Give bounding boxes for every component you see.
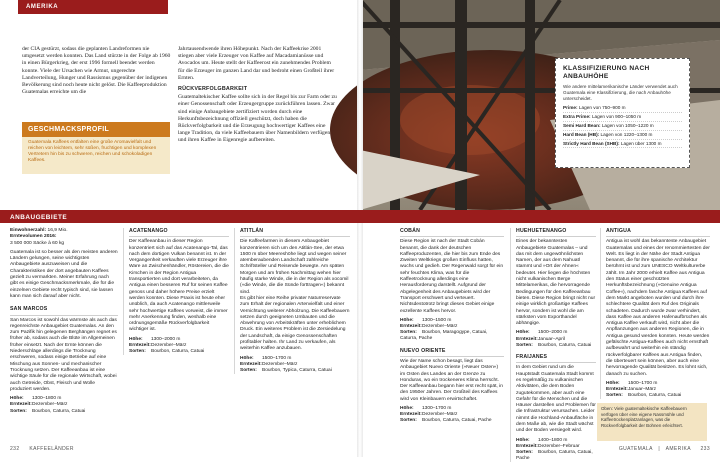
region-meta: Höhe: 1300–1700 m Erntezeit:Dezember–März Sorten: Bourbon, Caturra, Catuai, Pache [400,406,492,424]
subheading-traceability: RÜCKVERFOLGBARKEIT [178,86,248,93]
region-title: ANTIGUA [606,228,710,237]
classification-list [563,104,682,148]
paragraph: der CIA gestürzt, sodass die geplanten Landreformen nie umgesetzt werden konnten. Das Land stürzte in der Folge ab 1960 in einen Bürgerkrieg, der erst 1996 formell beendet werden konnte. Viele der Ursachen wie Armut, ungerechte Landverteilung, Hunger und Rassismus gegenüber der indigenen Bevölkerung sind noch heute nicht gelöst. Die Kaffeeproduktion Guatemalas erreichte um die [22,46,171,96]
section-bar-right [360,210,720,223]
paragraph: Jahrtausendwende ihren Höhepunkt. Nach der Kaffeekrise 2001 stiegen aber viele Erzeuger von Kaffee auf Macadamianüsse und Avocados um. Heute stellt der Kaffeerost ein zunehmendes Problem für die Erzeuger im ganzen Land dar und bedroht einen Großteil ihrer Ernten. [178,46,335,81]
region-title: FRAIJANES [516,354,596,363]
left-text-column-2 [178,46,338,145]
taste-profile-title: GESCHMACKSPROFIL [22,122,170,137]
region-meta: Höhe: 1300–1500 m Erntezeit:Dezember–März Sorten: Bourbon, Maragogype, Catuai, Caturra, Pache [400,317,488,342]
region-text: Der Kaffeeanbau in dieser Region konzentriert sich auf das Acatenango-Tal, das nach dem dortigen Vulkan benannt ist. In der Vergangenheit verkauften viele Erzeuger ihre Ware an Zwischenhändler, Röstereien, die die Kirschen in der Region Antigua transportierten und dort verarbeiteten, da Antigua einen besseren Ruf für seinen Kaffee genoss und daher höhere Preise erzielt werden konnten. Diese Praxis ist heute eher unüblich, da auch Acatenango mittlerweile sehr hochwertige Kaffees vorweist, die immer mehr Anerkennung finden, weshalb eine ordnungsgemäße Rückverfolgbarkeit wichtiger ist. [129,239,229,333]
region-column-antigua [600,228,710,399]
region-column-coban [400,228,504,425]
region-text: Wie der Name schon besagt, liegt das Anbaugebiet Nuevo Oriente (»Neuer Osten«) im Osten des Landes an der Grenze zu Honduras, wo ein trockeneres Klima herrscht. Der Kaffeeanbau begann hier erst recht spät, in den 1950er Jahren. Der Großteil des Kaffees wird von Kleinbauern erwirtschaftet. [400,358,503,402]
paragraph: Guatemaltekischer Kaffee sollte sich in der Regel bis zur Farm oder zu einer Genossenschaft oder Erzeugergruppe zurückführen lassen. Zwar sind einige Anbaugebiete zertifiziert worden durch eine Herkunftsbezeichnung offiziell geschützt, doch haben die Rückverfolgbarkeit und die Erzeugung hochwertiger Kaffees eine lange Tradition, da viele Kaffeebauern über Namenbildern verfügen und ihren Kaffee in Eigenregie aufbereiten. [178,94,337,144]
intro-text: Guatemala ist so besser als den meisten anderen Ländern gelungen, seine wichtigsten Anbaugebiete auszuweisen und die Charakteristiken der dort angebauten Kaffees gezielt zu vermarkten. Meiner Erfahrung nach gibt es einige Geschmacksmerkmale, die für die einzelnen Gebiete recht typisch sind, sie lassen kann man sich darauf aber nicht. [10,249,118,299]
classification-row: Semi Hard Bean: Lagen von 1050–1220 m [563,122,682,131]
region-text: San Marcos ist sowohl das wärmste als auch das regenreichste Anbaugebiet Guatemalas. An den zum Pazifik hin gelegenen Berghängen regnet es früher ab, sodass auch die Blüte im Allgemeinen früher einsetzt. Nach der Ernte können die Niederschläge allerdings die Trocknung erschweren, sodass einige Betriebe auf eine Mischung aus Sonnen- und mechanischer Trocknung setzen. Der Kaffeeanbau ist eine wichtige Säule für die regionale Wirtschaft, wobei auch Getreide, Obst, Fleisch und Wolle produziert werden. [10,317,117,392]
region-text: Eines der bekanntesten Anbaugebiete Guatemalas – und das mit dem ungewöhnlichsten Namen, der aus dem Nahuatl stammt und »Ort der Ahnen« bedeutet. Hier liegen die höchsten nicht vulkanischen Berge Mittelamerikas, die hervorragende Bedingungen für den Kaffeeanbau bieten. Diese Region bringt nicht nur einige wirklich großartige Kaffees hervor, sondern ist wohl die am stärksten vom Exporthandel abhängige. [516,239,596,327]
footer-left-label: KAFFEELÄNDER [29,446,74,452]
taste-profile-text: Guatemala Kaffees entfalten eine große Aromavielfalt und reichen von leichtem, sehr süßen, fruchtigen und komplexen Vertretern hin bis zu schweren, reichen und schokoladigen Kaffees. [28,140,157,163]
region-text: Diese Region ist nach der Stadt Cobán benannt, die dank der deutschen Kaffeeproduzenten, die hier bis zum Ende des Zweiten Weltkriegs großen Einfluss hatten, wuchs und gedieh. Der Regenwald sorgt für ein sehr feuchtes Klima, was für die Kaffeetrocknung allerdings eine Herausforderung darstellt. Aufgrund der Abgelegenheit des Anbaugebiets wird der Transport erschwert und verteuert. Nichtsdestotrotz bringt dieses Gebiet einige exzellente Kaffees hervor. [400,239,504,314]
stat-population: Einwohnerzahl: 16,9 Mio. [10,228,68,233]
stat-harvest: Erntevolumen 2016: 3 500 000 Säcke à 60 kg [10,234,65,246]
footer-right: GUATEMALA | AMERIKA 233 [618,446,710,452]
region-column-intro [10,228,118,415]
region-column-atitlan [234,228,350,374]
taste-profile-box [22,122,170,174]
photo-caption-note: Oben: Viele guatemaltekische Kaffeebauern verfügen über eine eigene Nassmühle und Kaffeetrockenplatzanlagen, was die Rückverfolgbarkeit der Bohnen erleichtert. [597,403,707,441]
region-meta: Höhe: 1400–1800 m Erntezeit:Dezember–Februar Sorten: Bourbon, Caturra, Catuai, Pache [516,437,593,462]
footer-right-sub: AMERIKA [665,446,691,452]
region-meta: Höhe: 1300–2000 m Erntezeit:Dezember–März Sorten: Bourbon, Caturra, Catuai [129,336,205,355]
region-meta: Höhe: 1500–2000 m Erntezeit:Januar–April Sorten: Bourbon, Caturra, Catuai [516,330,592,348]
classification-row: Hard Bean (HB): Lagen von 1220–1300 m [563,131,682,140]
region-title: ACATENANGO [129,228,229,237]
footer-right-label: GUATEMALA [618,446,653,452]
classification-box [555,58,690,168]
classification-title: KLASSIFIZIERUNG NACH ANBAUHÖHE [563,65,650,80]
footer-left [10,446,74,452]
region-title: HUEHUETENANGO [516,228,596,237]
region-text: Die Kaffeefarmen in diesem Anbaugebiet konzentrieren sich um den Atitlán-See, der etwa 1500 m über Meereshöhe liegt und wegen seiner atemberaubenden Landschaft zahlreiche Schriftsteller und Reisende bewegte. Am späten Morgen und am frühen Nachmittag wehen hier häufig starke Winde, die in der Region als xocomil (»die Winde, die die Sünde forttragen«) bekannt sind. Es gibt hier eine Reihe privater Naturreservate zum Erhalt der regionalen Artenvielfalt und einer Vernichtung weiterer Abholzung. Die Kaffeebauern setzen durch geeigneten Umbauten und die Abwehrung von Arbeitskräften unter erheblichem Druck. Ein weiteres Problem ist die Zersiedelung der Landschaft, da einige Genossenschaften profitabler halten. Ihr Land zu verkaufen, als weiterhin Kaffee anzubauen. [240,239,350,352]
region-title: SAN MARCOS [10,306,118,315]
section-title: ANBAUGEBIETE [10,214,68,221]
region-title: ATITLÁN [240,228,350,237]
left-text-column-1 [22,46,172,96]
region-title: NUEVO ORIENTE [400,348,504,357]
region-column-huehuetenango [510,228,596,462]
region-meta: Höhe: 1500–1700 m Erntezeit:Dezember–März Sorten: Bourbon, Typica, Caturra, Catuai [240,355,332,374]
region-tag: AMERIKA [18,0,168,14]
region-text: Antigua ist wohl das bekannteste Anbaugebiet Guatemalas und eines der renommiertesten der Welt. Es liegt in der Nähe der Stadt Antigua benannt, die für ihre spanische Architektur berühmt ist und zum UNESCO Weltkulturerbe zählt. Im Jahr 2000 erhielt Kaffee aus Antigua den Status einer geschützten Herkunftsbezeichnung (»Genuine Antigua Coffee«), nachdem fasche Antigua Kaffees auf dem Markt angeboten wurden und durch ihre schlechtere Qualität dem Ruf des Originals schadeten. Dadurch wurde zwar verhindert, dass Kaffee aus anderen Hafenaufbrüchen als Antigua Kaffee verkauft wird, nicht aber die Anpflanzungen aus anderen Regionen, die in Antigua gesund werden konnten. Heute werden gefälschte Antigua-Kaffees auch nicht ernsthaft aufbewahrt und weiterhin ein ständig rückverfolgbarer Kaffees aus Antigua finden, die überteuert sein können, aber auch eine hervorragende Qualität besitzen. Es lohnt sich, danach zu suchen. [606,239,710,377]
classification-row: Extra Prime: Lagen von 900–1050 m [563,113,682,122]
page-gutter [357,0,363,457]
classification-row: Strictly Hard Bean (SHB): Lagen über 1300 m [563,140,682,149]
region-meta: Höhe: 1300–1800 m Erntezeit:Dezember–März Sorten: Bourbon, Caturra, Catuai [10,396,86,414]
region-text: In dem Gebiet rund um die Hauptstadt Guatemala Stadt kommt es regelmäßig zu vulkanischen Aktivitäten, die dem Boden zugutekommen, aber auch eine Gefahr für die Menschen und die Häuser darstellen und Problemen für die Infrastruktur verursachen. Leider nimmt die Hochland-Anbaufläche in dem Maße ab, wie die Stadt wächst und der Boden versiegelt wird. [516,365,596,434]
page-number-right: 233 [700,446,710,452]
classification-row: Prime: Lagen von 750–900 m [563,104,682,113]
page-number-left: 232 [10,446,20,452]
region-column-acatenango [123,228,229,355]
region-meta: Höhe: 1500–1700 m Erntezeit:Januar–März Sorten: Bourbon, Caturra, Catuai [606,380,682,399]
region-title: COBÁN [400,228,504,237]
classification-intro: Wie andere mittelamerikanische Länder verwendet auch Guatemala eine Klassifizierung, die nach Anbauhöhe unterscheidet. [563,84,678,101]
